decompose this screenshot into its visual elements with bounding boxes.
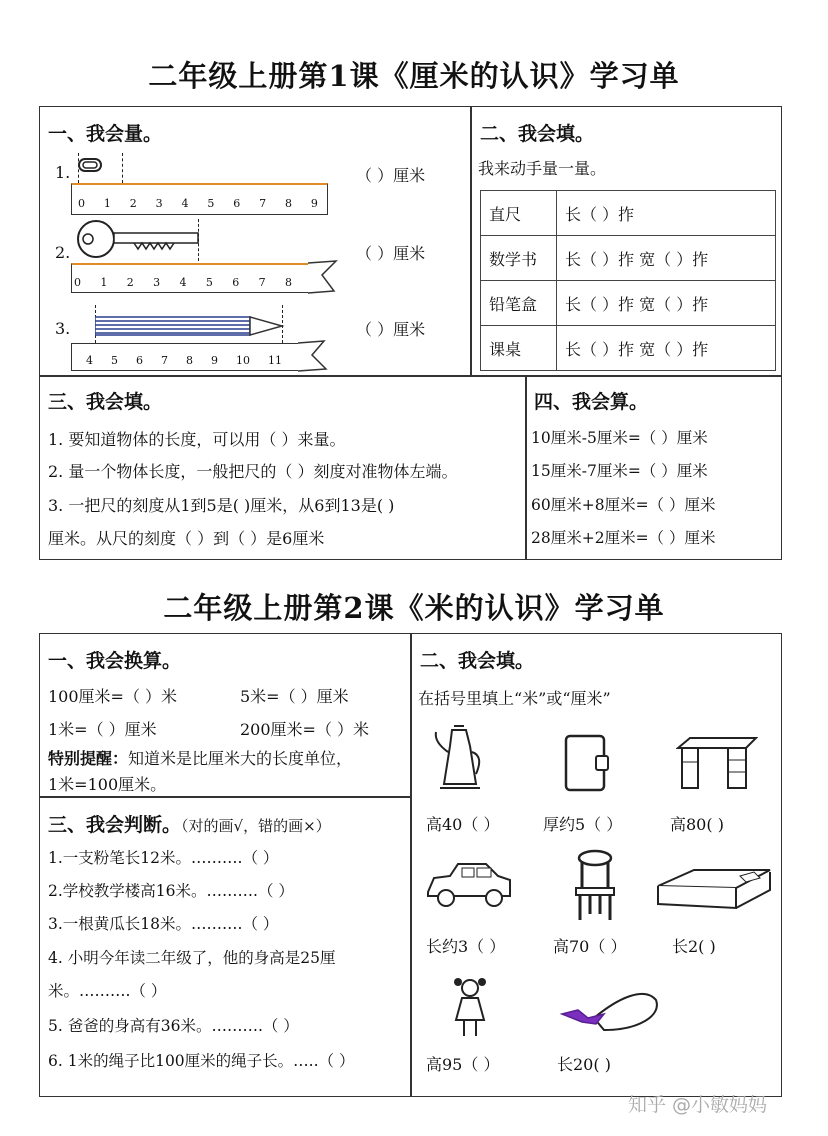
ruler-1-ticks: 0 1 2 3 4 5 6 7 8 9 — [78, 197, 318, 210]
measure-table — [480, 190, 776, 371]
l2-s3-line-4: 4. 小明今年读二年级了，他的身高是25厘 — [48, 949, 336, 967]
lesson1-sheet — [39, 106, 782, 560]
s1-heading: 一、我会量。 — [48, 123, 163, 145]
ruler-2 — [71, 263, 311, 293]
l2-s3-heading: 三、我会判断。（对的画√，错的画×） — [48, 814, 331, 836]
measure-item-2-num: 2. — [55, 243, 71, 262]
s4-line-4: 28厘米+2厘米=（ ）厘米 — [531, 529, 716, 547]
s3-line-4: 厘米。从尺的刻度（ ）到（ ）是6厘米 — [48, 529, 325, 548]
s2-heading: 二、我会填。 — [480, 123, 595, 145]
l2-s2-item-6: 长2( ) — [672, 937, 716, 956]
l2-s3-line-3: 3.一根黄瓜长18米。……….（ ） — [48, 915, 279, 933]
l2-s2-item-5: 高70（ ） — [553, 937, 627, 956]
stool-icon — [570, 848, 620, 922]
l2-s2-intro: 在括号里填上“米”或“厘米” — [418, 689, 611, 708]
l2-s2-item-4: 长约3（ ） — [426, 937, 506, 956]
measure-item-3-num: 3. — [55, 319, 71, 338]
measure-item-2-answer: （ ）厘米 — [356, 244, 426, 263]
l2-s1-line1b: 5米=（ ）厘米 — [240, 687, 349, 706]
ruler-1 — [71, 183, 328, 215]
ruler-3 — [71, 343, 301, 371]
s4-line-2: 15厘米-7厘米=（ ）厘米 — [531, 462, 708, 480]
wallet-icon — [562, 732, 612, 794]
l2-s3-line-7: 6. 1米的绳子比100厘米的绳子长。…..（ ） — [48, 1052, 355, 1070]
lesson1-title: 二年级上册第1课《厘米的认识》学习单 — [148, 59, 680, 93]
lesson2-sheet — [39, 633, 782, 1097]
s3-line-2: 2. 量一个物体长度，一般把尺的（ ）刻度对准物体左端。 — [48, 462, 458, 481]
s3-line-1: 1. 要知道物体的长度，可以用（ ）来量。 — [48, 430, 346, 449]
table-row: 数学书 长（ ）拃 宽（ ）拃 — [481, 236, 776, 281]
l2-s3-line-5: 米。……….（ ） — [48, 982, 167, 1000]
measure-item-3-answer: （ ）厘米 — [356, 320, 426, 339]
desk-icon — [676, 734, 758, 792]
l2-s1-tip: 特别提醒：知道米是比厘米大的长度单位， — [48, 749, 353, 768]
ruler-3-ticks: 4 5 6 7 8 9 10 11 — [86, 354, 282, 367]
l2-s3-line-1: 1.一支粉笔长12米。……….（ ） — [48, 849, 279, 867]
l2-s2-heading: 二、我会填。 — [420, 650, 535, 672]
s3-heading: 三、我会填。 — [48, 391, 163, 413]
l2-s2-item-2: 厚约5（ ） — [543, 815, 623, 834]
measure-item-1-answer: （ ）厘米 — [356, 166, 426, 185]
table-row: 课桌 长（ ）拃 宽（ ）拃 — [481, 326, 776, 371]
l2-s3-line-6: 5. 爸爸的身高有36米。……….（ ） — [48, 1017, 299, 1035]
pencil-icon — [95, 315, 285, 337]
watermark: 知乎 @小敏妈妈 — [628, 1094, 768, 1116]
l2-s1-line2b: 200厘米=（ ）米 — [240, 720, 370, 739]
bed-icon — [654, 864, 774, 914]
s4-line-1: 10厘米-5厘米=（ ）厘米 — [531, 429, 708, 447]
lesson2-title: 二年级上册第2课《米的认识》学习单 — [163, 591, 665, 625]
eggplant-icon — [558, 988, 662, 1038]
s4-heading: 四、我会算。 — [534, 391, 649, 413]
girl-icon — [450, 976, 490, 1040]
measure-item-1-num: 1. — [55, 163, 71, 182]
s3-line-3: 3. 一把尺的刻度从1到5是( )厘米，从6到13是( ) — [48, 496, 395, 515]
table-row: 铅笔盒 长（ ）拃 宽（ ）拃 — [481, 281, 776, 326]
l2-s1-line1a: 100厘米=（ ）米 — [48, 687, 178, 706]
l2-s2-item-3: 高80( ) — [670, 815, 724, 834]
l2-s1-line2a: 1米=（ ）厘米 — [48, 720, 157, 739]
key-icon — [74, 217, 204, 261]
s4-line-3: 60厘米+8厘米=（ ）厘米 — [531, 496, 716, 514]
paperclip-icon — [76, 151, 104, 181]
l2-s2-item-8: 长20( ) — [557, 1055, 611, 1074]
l2-s3-line-2: 2.学校教学楼高16米。……….（ ） — [48, 882, 294, 900]
l2-s2-item-1: 高40（ ） — [426, 815, 500, 834]
table-row: 直尺 长（ ）拃 — [481, 191, 776, 236]
kettle-icon — [432, 722, 488, 794]
car-icon — [424, 856, 514, 912]
l2-s2-item-7: 高95（ ） — [426, 1055, 500, 1074]
l2-s1-tip-2: 1米=100厘米。 — [48, 775, 167, 794]
ruler-2-ticks: 0 1 2 3 4 5 6 7 8 — [74, 276, 292, 289]
l2-s1-heading: 一、我会换算。 — [48, 650, 182, 672]
s2-intro: 我来动手量一量。 — [478, 159, 607, 178]
